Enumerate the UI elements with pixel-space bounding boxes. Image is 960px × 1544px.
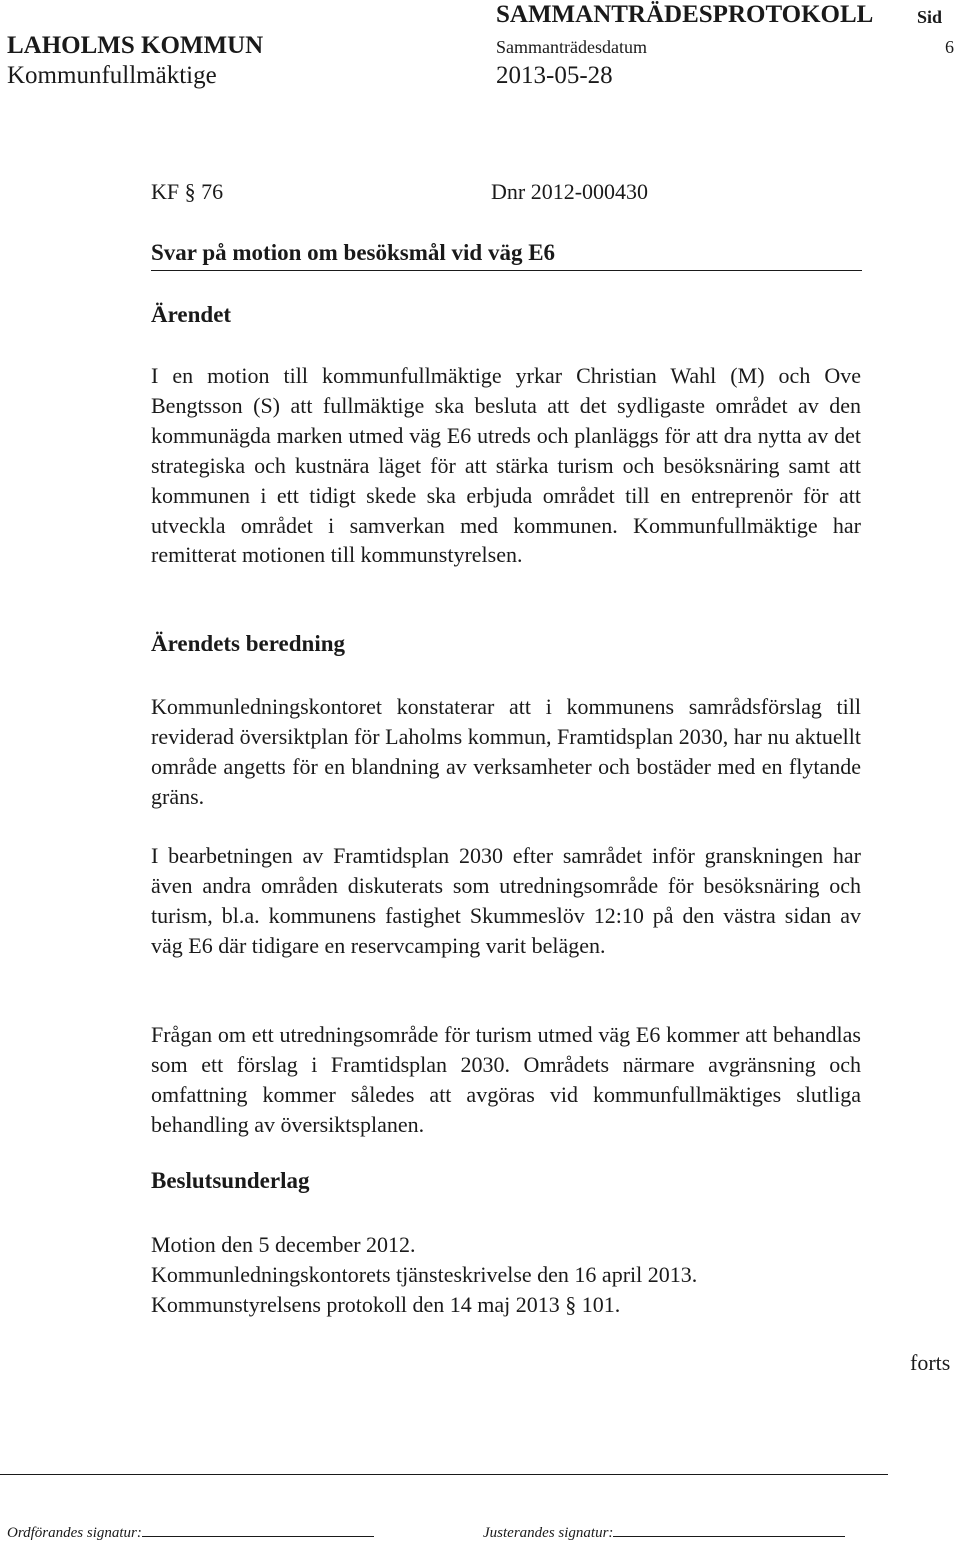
adjuster-signature-label: Justerandes signatur:	[483, 1525, 614, 1541]
list-item: Kommunstyrelsens protokoll den 14 maj 2013 § 101.	[151, 1291, 621, 1317]
beredning-paragraph-2: I bearbetningen av Framtidsplan 2030 efter samrådet inför granskningen har även andra områden diskuterats som utredningsområde för besöksnäring och turism, bl.a. kommunens fastighet Skummeslöv 12:10 på den västra sidan av väg E6 där tidigare en reservcamping varit belägen.	[151, 843, 861, 958]
paragraph-number: KF § 76	[151, 179, 224, 204]
organization-name: LAHOLMS KOMMUN	[7, 32, 264, 59]
meeting-date: 2013-05-28	[496, 62, 613, 89]
body-name: Kommunfullmäktige	[7, 62, 217, 89]
diary-number: Dnr 2012-000430	[491, 179, 649, 204]
arendet-text: I en motion till kommunfullmäktige yrkar Christian Wahl (M) och Ove Bengtsson (S) att fullmäktige ska besluta att det sydligaste området av den kommunägda marken utmed väg E6 utreds och planläggs för att dra nytta av det strategiska och kustnära läget för att stärka turism och besöksnäring samt att kommunen i ett tidigt skede ska erbjuda området till en entreprenör för att utveckla området i samverkan med kommunen. Kommunfullmäktige har remitterat motionen till kommunstyrelsen.	[151, 363, 861, 568]
sid-label: Sid	[917, 7, 943, 27]
beslutsunderlag-list	[151, 1230, 861, 1320]
meeting-date-label: Sammanträdesdatum	[496, 37, 647, 57]
section-heading-beslutsunderlag: Beslutsunderlag	[151, 1168, 310, 1193]
footer-rule	[0, 1474, 888, 1475]
adjuster-signature-line	[613, 1522, 845, 1537]
section-heading-arendet: Ärendet	[151, 302, 232, 327]
protocol-title: SAMMANTRÄDESPROTOKOLL	[496, 1, 874, 28]
title-underline	[151, 270, 862, 271]
beredning-paragraph-3: Frågan om ett utredningsområde för turism utmed väg E6 kommer att behandlas som ett förslag i Framtidsplan 2030. Områdets närmare avgränsning och omfattning kommer således att avgöras vid kommunfullmäktiges slutliga behandling av översiktsplanen.	[151, 1022, 861, 1137]
list-item: Kommunledningskontorets tjänsteskrivelse den 16 april 2013.	[151, 1261, 698, 1287]
section-heading-beredning: Ärendets beredning	[151, 631, 346, 656]
chair-signature-line	[142, 1522, 374, 1537]
page-number: 6	[945, 37, 954, 57]
adjuster-signature	[483, 1522, 845, 1542]
list-item: Motion den 5 december 2012.	[151, 1232, 416, 1257]
continued-label: forts	[910, 1350, 951, 1375]
case-title: Svar på motion om besöksmål vid väg E6	[151, 240, 556, 265]
chair-signature	[7, 1522, 374, 1542]
chair-signature-label: Ordförandes signatur:	[7, 1525, 142, 1541]
beredning-paragraph-1: Kommunledningskontoret konstaterar att i kommunens samrådsförslag till reviderad översiktplan för Laholms kommun, Framtidsplan 2030, har nu aktuellt område angetts för en blandning av verksamheter och bostäder med en flytande gräns.	[151, 694, 861, 809]
